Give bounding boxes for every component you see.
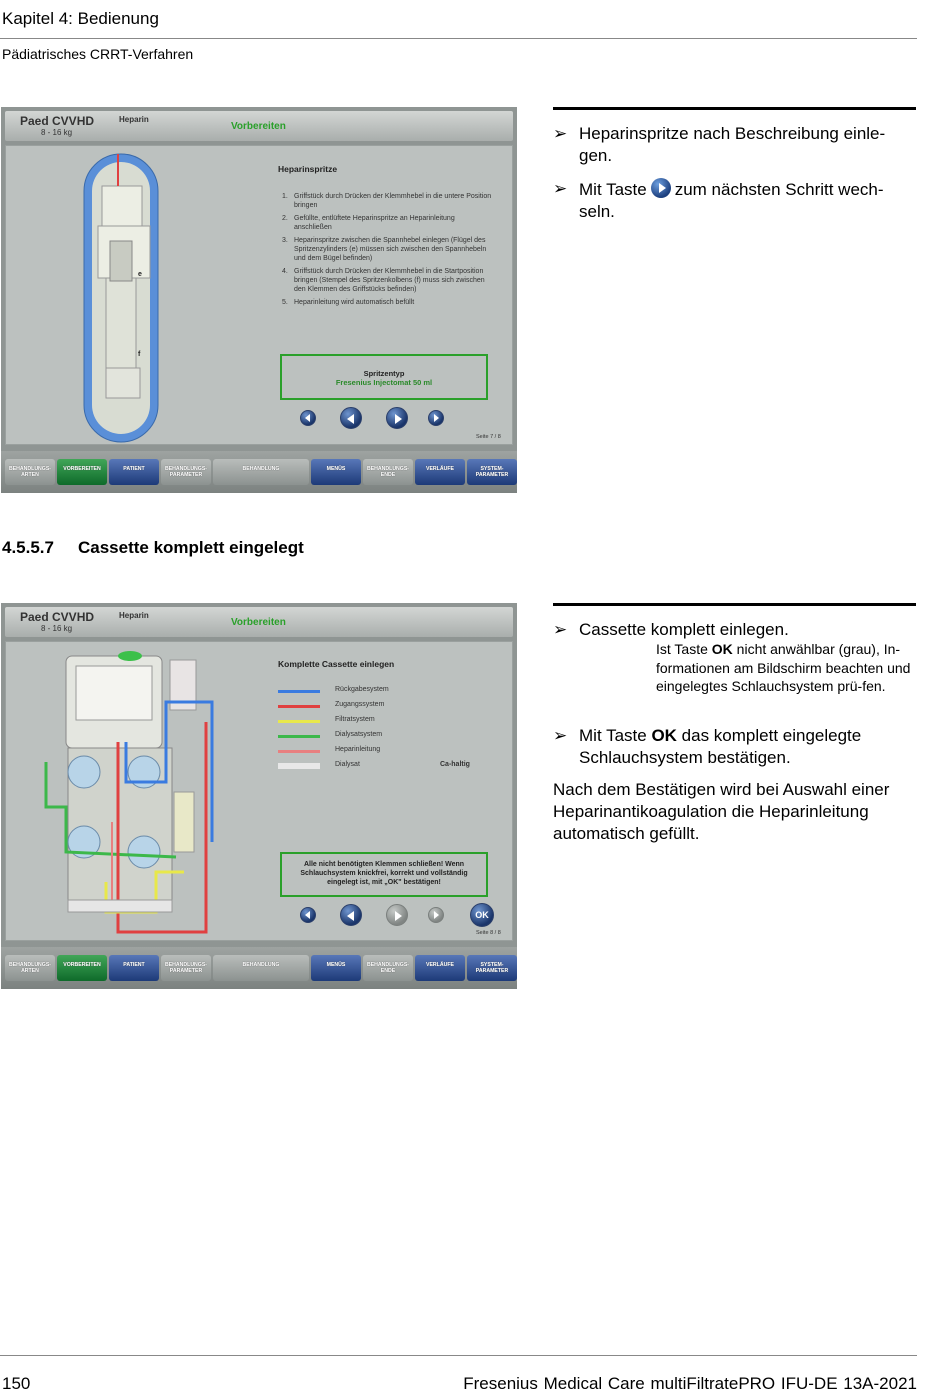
syringe-type-label: Spritzentyp <box>363 369 405 378</box>
instruction-item: 4. Griffstück durch Drücken der Klemmhebel in die Startposition bringen (Stempel des Spritzenkolbens (f) muss sich zwischen den Klemmen des Griffstücks befinden) <box>282 268 485 293</box>
block2-paragraph: Nach dem Bestätigen wird bei Auswahl einer Heparinantikoagulation die Heparinleitung automatisch gefüllt. <box>553 780 890 843</box>
step-text: Mit Taste zum nächsten Schritt wech-seln. <box>579 180 884 221</box>
ok-button[interactable]: OK <box>470 903 494 927</box>
block2-step1 <box>553 619 918 641</box>
tab-systemparameter[interactable]: SYSTEM-PARAMETER <box>467 955 517 981</box>
heparin-label: Heparin <box>119 611 149 620</box>
phase-label: Vorbereiten <box>231 617 286 628</box>
instruction-item: 3. Heparinspritze zwischen die Spannhebel einlegen (Flügel des Spritzenzylinders (e) müssen sich zwischen den Spannhebeln und dem Bügel befinden) <box>282 237 487 262</box>
last-page-button-disabled[interactable] <box>428 907 444 923</box>
arrow-icon: ➢ <box>553 179 568 198</box>
header-rule <box>0 38 917 39</box>
block2-step2 <box>553 725 918 769</box>
screen-main: Komplette Cassette einlegen Rückgabesystem Zugangssystem Filtratsystem Dialysatsystem Heparinleitung Dialysat Ca-haltig Alle nicht benötigten Klemmen schließen! Wenn Schlauchsystem knickfrei, korrekt und vollständig eingelegt ist, mit „OK" bestätigen! OK Seite 8 / 8 <box>5 641 513 941</box>
block1-step1 <box>553 123 918 167</box>
screen-toolbar <box>1 947 517 989</box>
instruction-item: 2. Gefüllte, entlüftete Heparinspritze an Heparinleitung anschließen <box>282 215 455 231</box>
section-heading: 4.5.5.7 Cassette komplett eingelegt <box>2 538 304 557</box>
step-text: Heparinspritze nach Beschreibung einle-gen. <box>579 124 886 165</box>
first-page-button[interactable] <box>300 907 316 923</box>
instruction-item: 5. Heparinleitung wird automatisch befüllt <box>282 299 415 306</box>
weight-range: 8 - 16 kg <box>41 128 73 137</box>
syringe-type-value: Fresenius Injectomat 50 ml <box>335 378 433 387</box>
instruction-list <box>282 192 494 311</box>
block1-step2 <box>553 178 918 223</box>
heparin-label: Heparin <box>119 115 149 124</box>
step-text: Mit Taste OK das komplett eingelegte Schlauchsystem bestätigen. <box>579 726 862 767</box>
page-indicator: Seite 8 / 8 <box>476 930 501 936</box>
tab-behandlung[interactable]: BEHANDLUNG <box>213 955 309 981</box>
label-e: e <box>138 271 142 278</box>
tab-verlaeufe[interactable]: VERLÄUFE <box>415 955 465 981</box>
screen-title: Komplette Cassette einlegen <box>278 659 395 669</box>
screen-title: Heparinspritze <box>278 164 338 174</box>
tab-behandlungsarten[interactable]: BEHANDLUNGS-ARTEN <box>5 459 55 485</box>
next-button-disabled[interactable] <box>386 904 408 926</box>
program-name: Paed CVVHD <box>20 610 95 624</box>
back-button[interactable] <box>340 904 362 926</box>
screen-top-bar <box>5 607 513 637</box>
block2-rule <box>553 603 916 606</box>
tab-patient[interactable]: PATIENT <box>109 955 159 981</box>
tab-behandlungsparameter[interactable]: BEHANDLUNGS-PARAMETER <box>161 459 211 485</box>
chapter-subtitle: Pädiatrisches CRRT-Verfahren <box>2 46 194 62</box>
screen-main <box>5 145 513 445</box>
arrow-icon: ➢ <box>553 124 568 143</box>
label-f: f <box>138 351 141 358</box>
block1-rule <box>553 107 916 110</box>
footer-rule <box>0 1355 917 1356</box>
first-page-button[interactable] <box>300 410 316 426</box>
screen-top-bar <box>5 111 513 141</box>
last-page-button[interactable] <box>428 410 444 426</box>
screen-toolbar <box>1 451 517 493</box>
tab-patient[interactable]: PATIENT <box>109 459 159 485</box>
next-button[interactable] <box>386 407 408 429</box>
tab-systemparameter[interactable]: SYSTEM-PARAMETER <box>467 459 517 485</box>
tab-verlaeufe[interactable]: VERLÄUFE <box>415 459 465 485</box>
block2-note: Ist Taste OK nicht anwählbar (grau), In-formationen am Bildschirm beachten und eingelegtes Schlauchsystem prü-fen. <box>656 641 911 694</box>
weight-range: 8 - 16 kg <box>41 624 73 633</box>
instruction-item: 1. Griffstück durch Drücken der Klemmhebel in die untere Position bringen <box>282 193 492 209</box>
page-number: 150 <box>2 1374 31 1393</box>
next-play-icon <box>651 178 671 198</box>
tab-behandlungsende[interactable]: BEHANDLUNGS-ENDE <box>363 955 413 981</box>
tab-vorbereiten[interactable]: VORBEREITEN <box>57 955 107 981</box>
chapter-header: Kapitel 4: Bedienung <box>2 9 159 28</box>
syringe-type-box <box>280 354 488 400</box>
arrow-icon: ➢ <box>553 726 568 745</box>
back-button[interactable] <box>340 407 362 429</box>
tab-menues[interactable]: MENÜS <box>311 459 361 485</box>
screenshot-cassette <box>1 603 517 989</box>
tab-behandlung[interactable]: BEHANDLUNG <box>213 459 309 485</box>
footer-publisher: Fresenius Medical Care multiFiltratePRO IFU-DE 13A-2021 <box>463 1374 917 1393</box>
tab-behandlungsparameter[interactable]: BEHANDLUNGS-PARAMETER <box>161 955 211 981</box>
arrow-icon: ➢ <box>553 620 568 639</box>
screenshot-heparinspritze <box>1 107 517 493</box>
phase-label: Vorbereiten <box>231 121 286 132</box>
cassette-illustration <box>6 642 514 942</box>
tab-menues[interactable]: MENÜS <box>311 955 361 981</box>
step-text: Cassette komplett einlegen. <box>579 620 789 639</box>
tab-behandlungsende[interactable]: BEHANDLUNGS-ENDE <box>363 459 413 485</box>
tab-behandlungsarten[interactable]: BEHANDLUNGS-ARTEN <box>5 955 55 981</box>
ca-haltig-label: Ca-haltig <box>440 761 470 768</box>
page-indicator: Seite 7 / 8 <box>476 434 501 440</box>
tab-vorbereiten[interactable]: VORBEREITEN <box>57 459 107 485</box>
legend-item: Dialysat Ca-haltig <box>278 761 488 771</box>
confirm-box: Alle nicht benötigten Klemmen schließen! Wenn Schlauchsystem knickfrei, korrekt und vollständig eingelegt ist, mit „OK" bestätigen! <box>280 852 488 897</box>
program-name: Paed CVVHD <box>20 114 95 128</box>
